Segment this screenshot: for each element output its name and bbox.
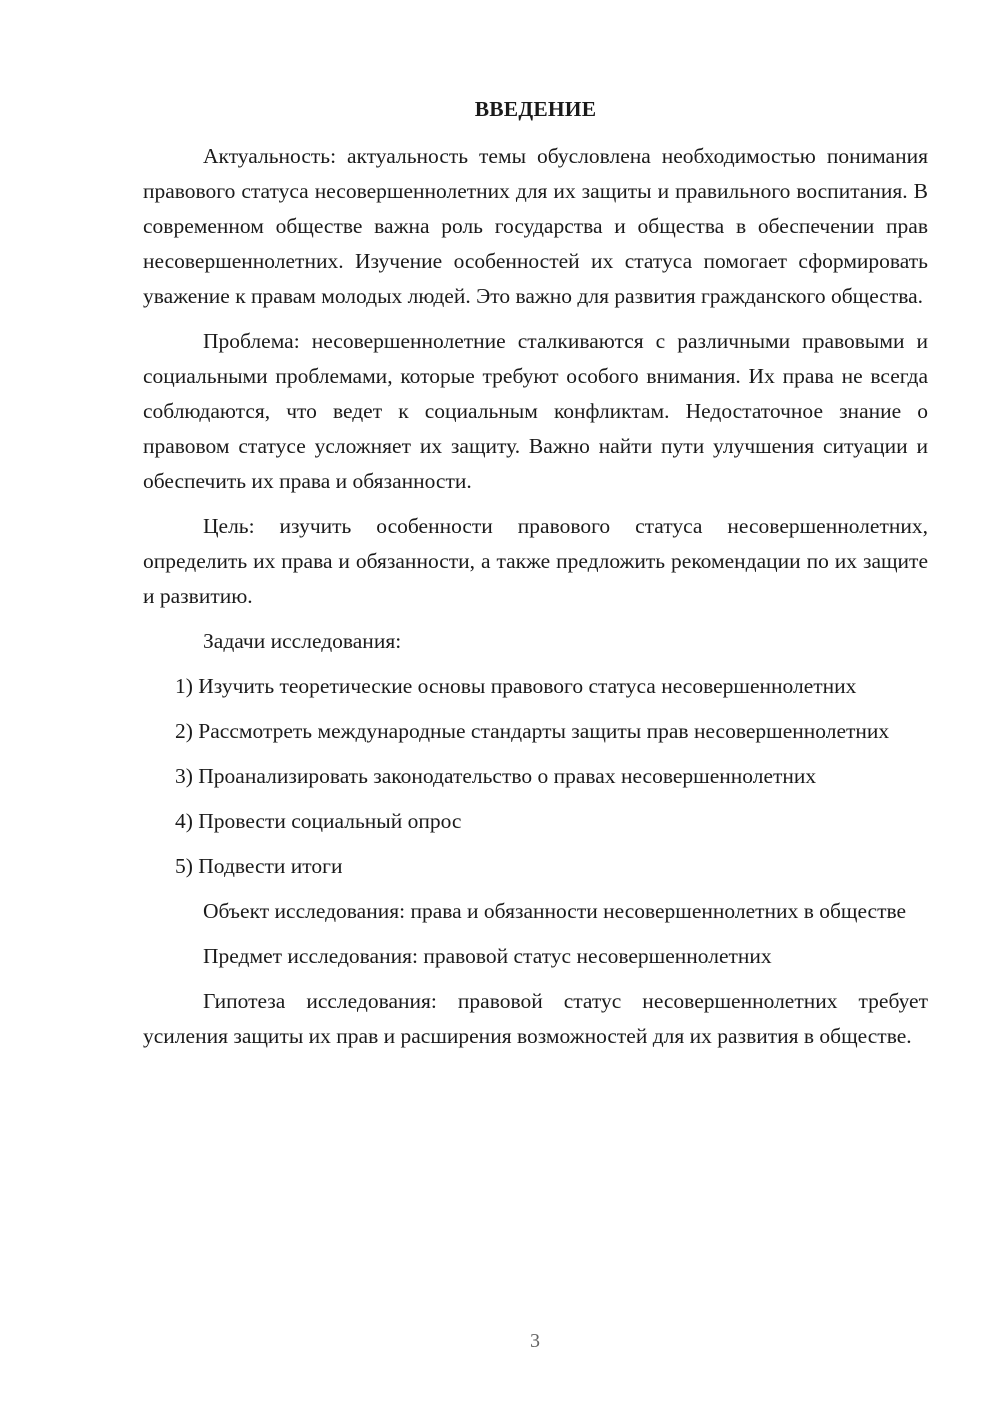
- document-page: [143, 92, 928, 1064]
- page-number: 3: [530, 1330, 540, 1352]
- paragraph-subject: Предмет исследования: правовой статус несовершеннолетних: [203, 944, 772, 968]
- task-item-4: 4) Провести социальный опрос: [175, 809, 462, 833]
- paragraph-goal: Цель: изучить особенности правового статуса несовершеннолетних, определить их права и обязанности, а также предложить рекомендации по их защите и развитию.: [143, 514, 928, 608]
- task-item-5: 5) Подвести итоги: [175, 854, 343, 878]
- paragraph-relevance: Актуальность: актуальность темы обусловлена необходимостью понимания правового статуса несовершеннолетних для их защиты и правильного воспитания. В современном обществе важна роль государства и общества в обеспечении прав несовершеннолетних. Изучение особенностей их статуса помогает сформировать уважение к правам молодых людей. Это важно для развития гражданского общества.: [143, 144, 928, 308]
- paragraph-problem: Проблема: несовершеннолетние сталкиваются с различными правовыми и социальными проблемами, которые требуют особого внимания. Их права не всегда соблюдаются, что ведет к социальным конфликтам. Недостаточное знание о правовом статусе усложняет их защиту. Важно найти пути улучшения ситуации и обеспечить их права и обязанности.: [143, 329, 928, 493]
- task-item-1: 1) Изучить теоретические основы правового статуса несовершеннолетних: [175, 674, 857, 698]
- page-title: ВВЕДЕНИЕ: [474, 97, 597, 121]
- task-item-2: 2) Рассмотреть международные стандарты защиты прав несовершеннолетних: [175, 719, 890, 743]
- paragraph-object: Объект исследования: права и обязанности несовершеннолетних в обществе: [203, 899, 907, 923]
- task-item-3: 3) Проанализировать законодательство о правах несовершеннолетних: [175, 764, 817, 788]
- tasks-heading: Задачи исследования:: [203, 629, 402, 653]
- paragraph-hypothesis: Гипотеза исследования: правовой статус несовершеннолетних требует усиления защиты их прав и расширения возможностей для их развития в обществе.: [143, 989, 928, 1048]
